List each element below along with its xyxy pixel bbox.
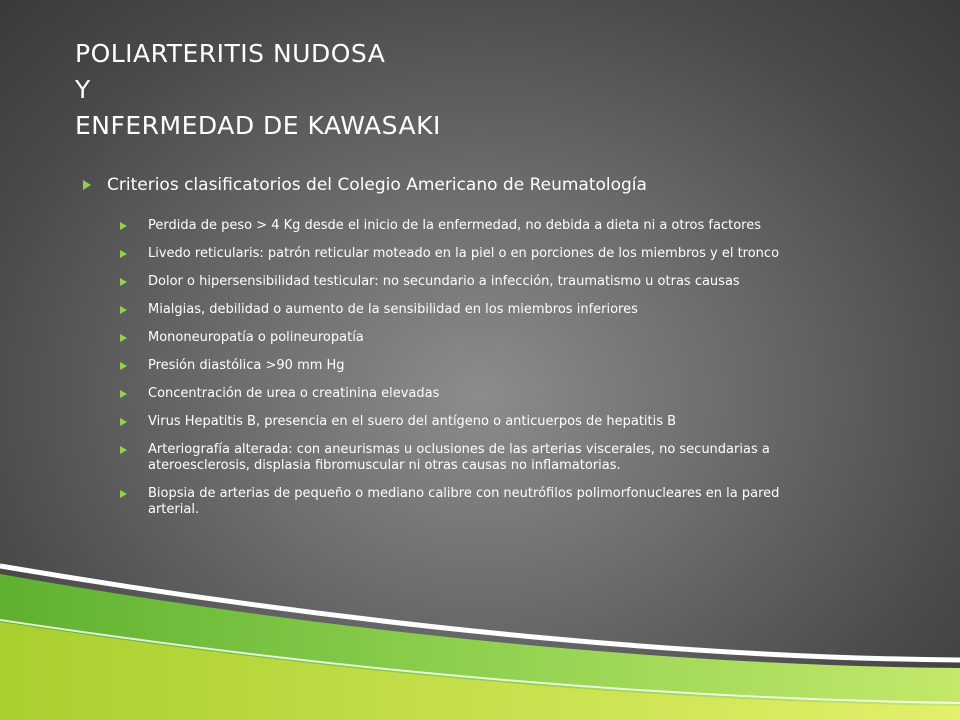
list-item-text: Dolor o hipersensibilidad testicular: no secundario a infección, traumatismo u otras causas	[148, 274, 740, 289]
bullet-arrow-icon	[120, 390, 127, 398]
bullet-arrow-icon	[120, 306, 127, 314]
main-bullet	[83, 172, 883, 198]
title-line-3: ENFERMEDAD DE KAWASAKI	[75, 111, 441, 140]
list-item-text: Biopsia de arterias de pequeño o mediano calibre con neutrófilos polimorfonucleares en la pared arterial.	[148, 486, 780, 517]
list-item-text: Virus Hepatitis B, presencia en el suero del antígeno o anticuerpos de hepatitis B	[148, 414, 677, 429]
list-item	[120, 358, 808, 374]
list-item	[120, 414, 808, 430]
list-item	[120, 218, 808, 234]
content-area	[83, 172, 883, 530]
slide-title	[75, 36, 895, 144]
list-item-text: Concentración de urea o creatinina elevadas	[148, 386, 440, 401]
bullet-arrow-icon	[120, 418, 127, 426]
list-item-text: Presión diastólica >90 mm Hg	[148, 358, 345, 373]
bullet-arrow-icon	[83, 180, 91, 190]
list-item	[120, 330, 808, 346]
bullet-arrow-icon	[120, 446, 127, 454]
bullet-arrow-icon	[120, 222, 127, 230]
list-item	[120, 486, 808, 518]
list-item	[120, 302, 808, 318]
main-bullet-text: Criterios clasificatorios del Colegio Americano de Reumatología	[107, 175, 647, 195]
bullet-arrow-icon	[120, 278, 127, 286]
bullet-arrow-icon	[120, 250, 127, 258]
title-line-2: Y	[75, 75, 91, 104]
list-item	[120, 386, 808, 402]
bullet-arrow-icon	[120, 362, 127, 370]
criteria-list	[83, 218, 883, 518]
bullet-arrow-icon	[120, 334, 127, 342]
list-item	[120, 274, 808, 290]
list-item-text: Livedo reticularis: patrón reticular moteado en la piel o en porciones de los miembros y el tronco	[148, 246, 780, 261]
bullet-arrow-icon	[120, 490, 127, 498]
list-item-text: Perdida de peso > 4 Kg desde el inicio de la enfermedad, no debida a dieta ni a otros factores	[148, 218, 761, 233]
list-item	[120, 442, 808, 474]
list-item-text: Mialgias, debilidad o aumento de la sensibilidad en los miembros inferiores	[148, 302, 638, 317]
list-item-text: Mononeuropatía o polineuropatía	[148, 330, 364, 345]
title-line-1: POLIARTERITIS NUDOSA	[75, 39, 386, 68]
list-item	[120, 246, 808, 262]
list-item-text: Arteriografía alterada: con aneurismas u oclusiones de las arterias viscerales, no secundarias a ateroesclerosis, displasia fibromuscular ni otras causas no inflamatorias.	[148, 442, 770, 473]
